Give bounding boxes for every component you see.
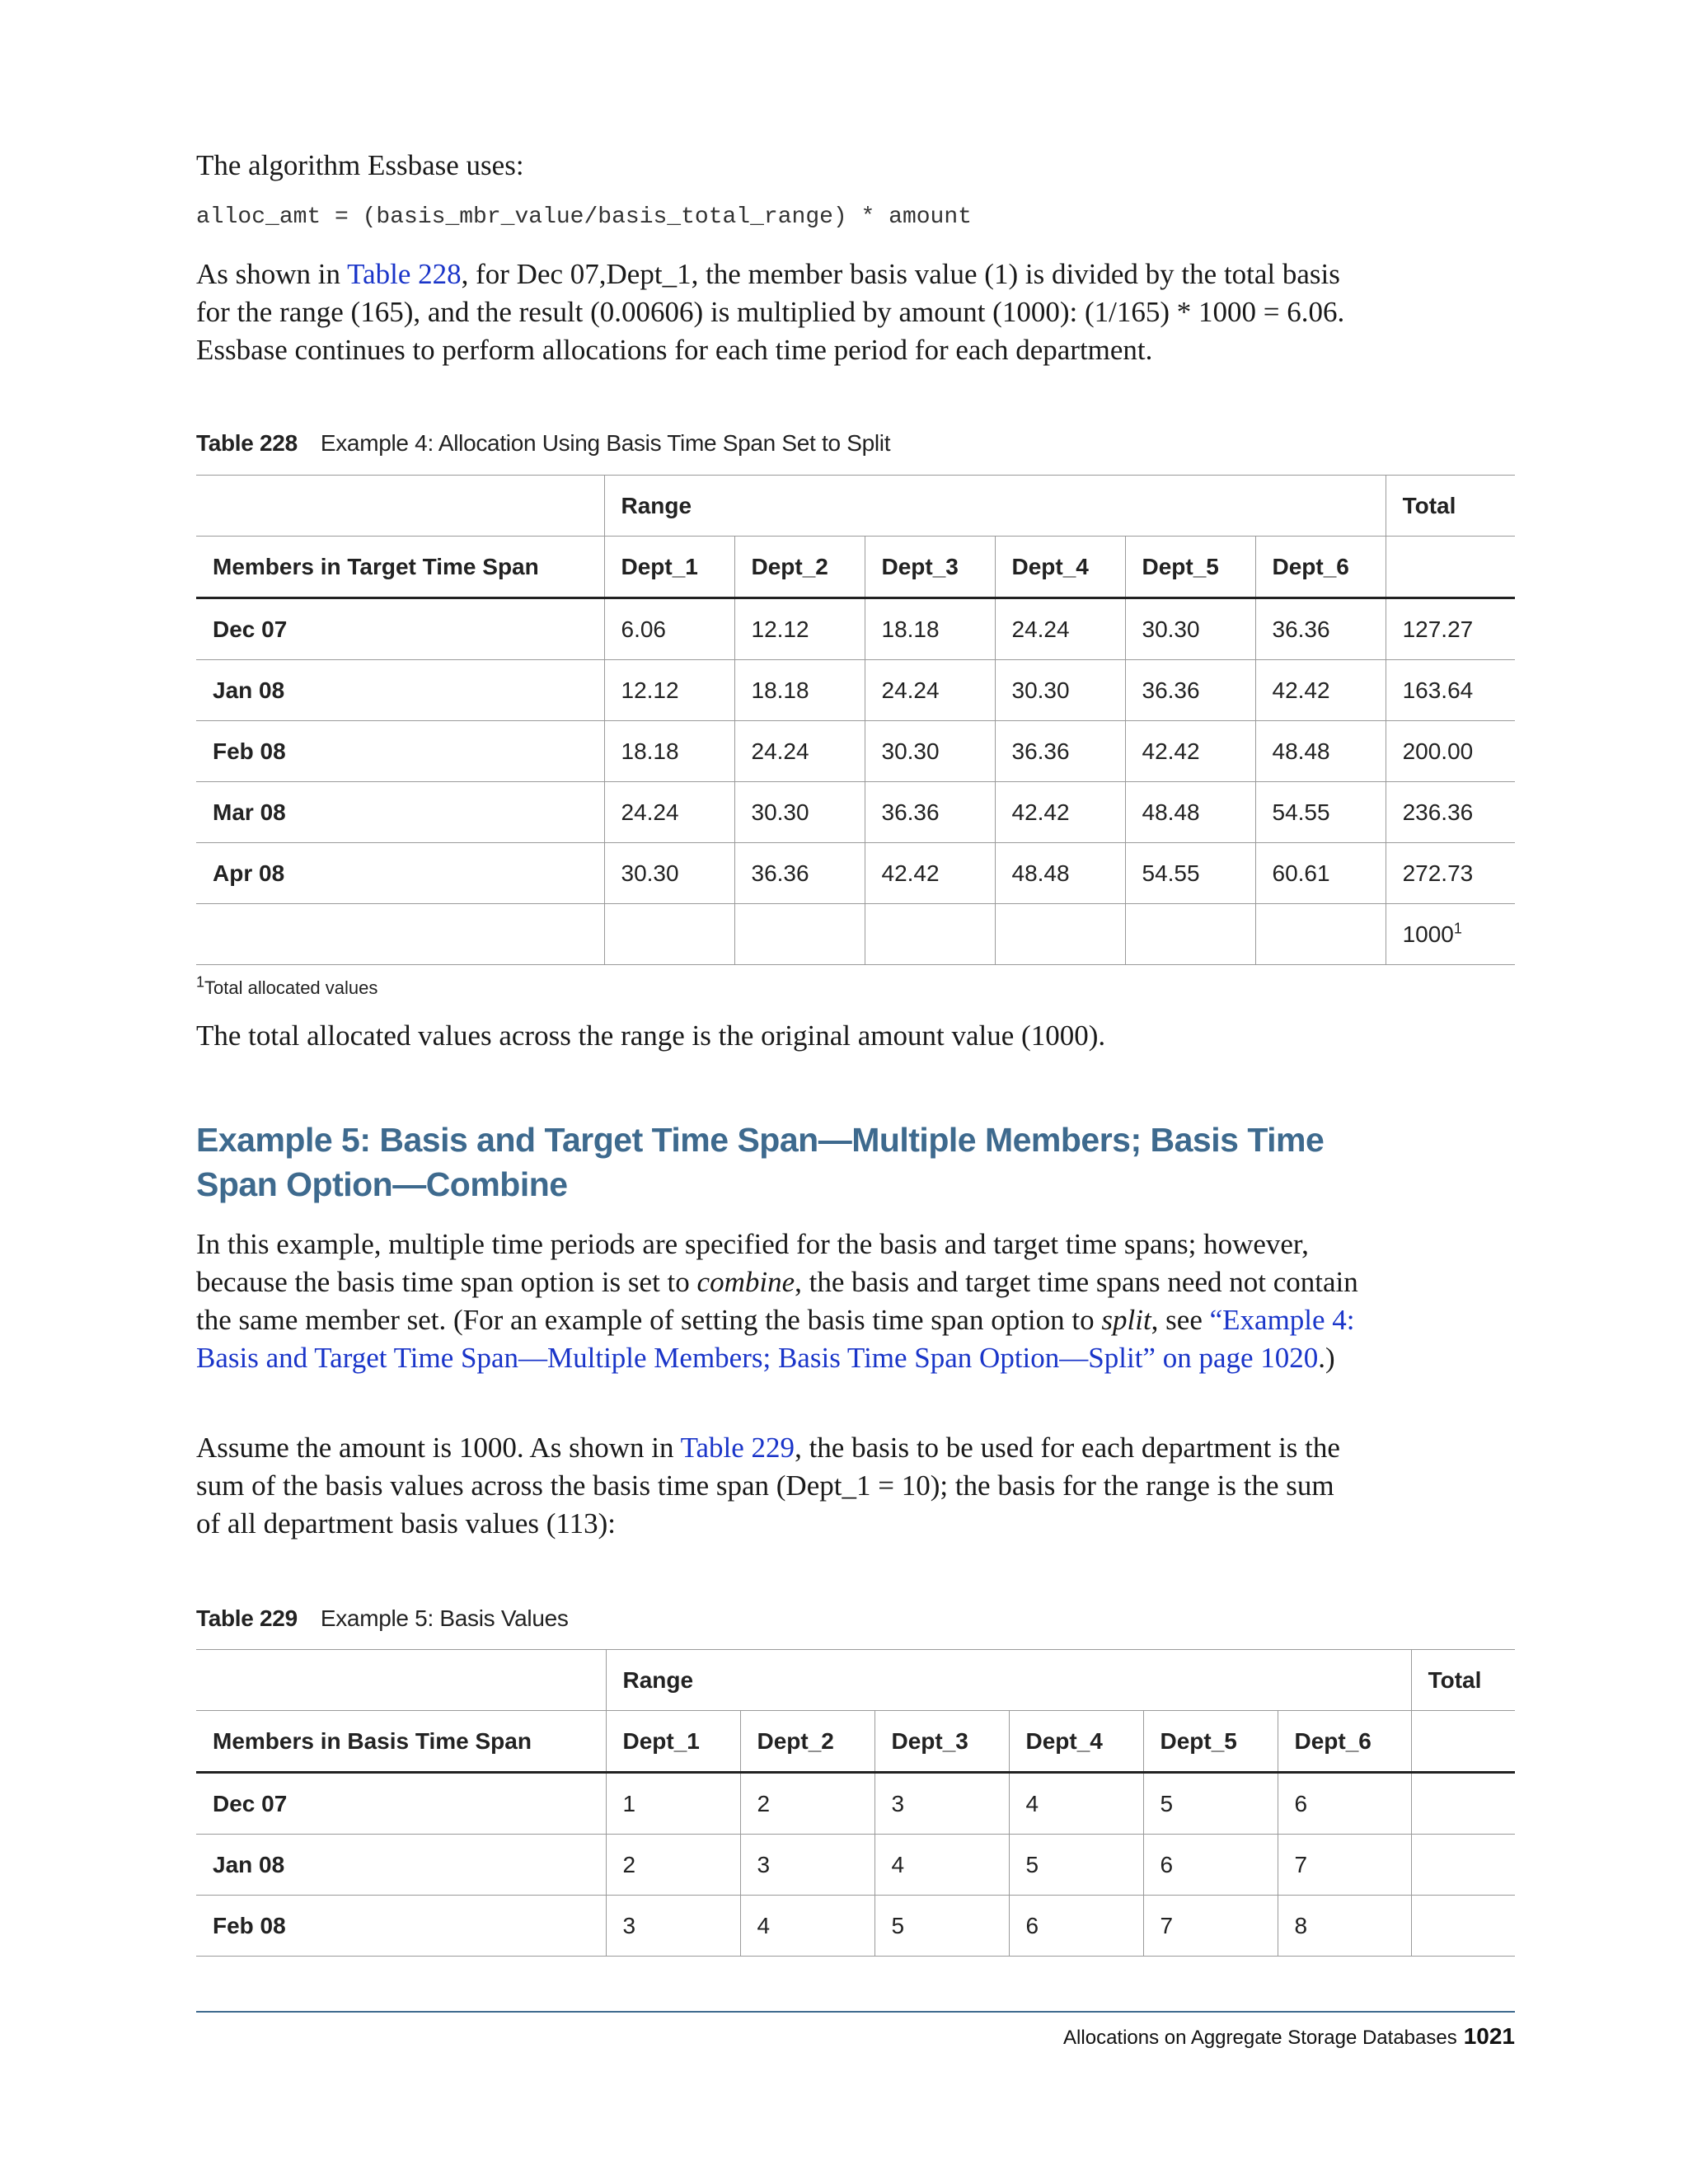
table-228-caption: [196, 430, 890, 457]
table-cell: 36.36: [1255, 598, 1386, 660]
section-heading: Example 5: Basis and Target Time Span—Multiple Members; Basis Time Span Option—Combine: [196, 1121, 1325, 1203]
table-228-title: Example 4: Allocation Using Basis Time Span Set to Split: [320, 430, 891, 456]
table-229-total-blank: [1411, 1711, 1515, 1773]
table-cell: [1125, 904, 1255, 965]
table-row: [196, 660, 1515, 721]
table-row: [196, 782, 1515, 843]
table-228-link[interactable]: Table 228: [347, 258, 462, 290]
row-label: Jan 08: [196, 660, 604, 721]
column-header: Dept_2: [734, 537, 865, 598]
column-header: Dept_5: [1143, 1711, 1278, 1773]
table-cell: [196, 904, 604, 965]
table-229-caption: [196, 1605, 569, 1632]
table-cell: 7: [1278, 1835, 1411, 1896]
row-total: 236.36: [1386, 782, 1515, 843]
algorithm-code: alloc_amt = (basis_mbr_value/basis_total_range) * amount: [196, 204, 972, 230]
table-229-range-header: Range: [606, 1650, 1411, 1711]
table-229-number: Table 229: [196, 1605, 298, 1631]
footnote-marker: 1: [196, 973, 205, 991]
table-229-header-row-2: [196, 1711, 1515, 1773]
table-cell: 6: [1143, 1835, 1278, 1896]
table-cell: 3: [740, 1835, 874, 1896]
footer-section-title: Allocations on Aggregate Storage Databases: [1063, 2027, 1457, 2049]
row-label: Mar 08: [196, 782, 604, 843]
table-row: [196, 1896, 1515, 1957]
table-228-footnote: [196, 973, 378, 999]
table-cell: 30.30: [865, 721, 995, 782]
column-header: Dept_6: [1278, 1711, 1411, 1773]
table-cell: 24.24: [865, 660, 995, 721]
row-total: 127.27: [1386, 598, 1515, 660]
p1-text-b: , the basis and target time spans need not contain the same member set. (For an example of setting the basis time span option to: [196, 1266, 1358, 1336]
table-cell: [734, 904, 865, 965]
table-cell: 18.18: [865, 598, 995, 660]
table-228-header-row-2: [196, 537, 1515, 598]
row-label: Jan 08: [196, 1835, 606, 1896]
table-cell: 42.42: [995, 782, 1125, 843]
table-cell: 54.55: [1255, 782, 1386, 843]
table-cell: 1: [606, 1773, 740, 1835]
table-cell: 36.36: [865, 782, 995, 843]
table-cell: [995, 904, 1125, 965]
intro-text-post: , for Dec 07,Dept_1, the member basis value (1) is divided by the total basis for the range (165), and the result (0.00606) is multiplied by amount (1000): (1/165) * 1000 = 6.06. Essbase continues to perform allocations for each time period for each department.: [196, 258, 1345, 366]
table-cell: 30.30: [1125, 598, 1255, 660]
table-228-total-blank: [1386, 537, 1515, 598]
footnote-marker: 1: [1453, 920, 1462, 937]
table-cell: 6.06: [604, 598, 734, 660]
table-cell: 8: [1278, 1896, 1411, 1957]
column-header: Dept_4: [995, 537, 1125, 598]
table-cell: 30.30: [995, 660, 1125, 721]
table-cell: 24.24: [604, 782, 734, 843]
table-cell: 48.48: [1255, 721, 1386, 782]
table-228-blank-corner: [196, 476, 604, 537]
p1-emphasis-combine: combine: [696, 1266, 795, 1298]
p1-text-c: , see: [1151, 1304, 1210, 1336]
table-cell: 60.61: [1255, 843, 1386, 904]
table-cell: 48.48: [995, 843, 1125, 904]
table-cell: 12.12: [734, 598, 865, 660]
table-229-header-row-1: [196, 1650, 1515, 1711]
table-229-total-header: Total: [1411, 1650, 1515, 1711]
intro-paragraph: [196, 255, 1350, 369]
table-228-grand-total-row: [196, 904, 1515, 965]
table-cell: 48.48: [1125, 782, 1255, 843]
table-cell: [1255, 904, 1386, 965]
section-paragraph-2: [196, 1429, 1350, 1543]
table-228: [196, 475, 1515, 965]
table-cell: 3: [606, 1896, 740, 1957]
column-header: Dept_1: [604, 537, 734, 598]
page-footer: [1063, 2023, 1515, 2050]
table-cell: 4: [874, 1835, 1009, 1896]
table-229: [196, 1649, 1515, 1957]
table-row: [196, 843, 1515, 904]
table-cell: 36.36: [995, 721, 1125, 782]
row-label: Dec 07: [196, 1773, 606, 1835]
table-229-link[interactable]: Table 229: [680, 1432, 795, 1464]
table-cell: 5: [1143, 1773, 1278, 1835]
table-cell: 18.18: [604, 721, 734, 782]
table-228-number: Table 228: [196, 430, 298, 456]
footer-rule: [196, 2011, 1515, 2013]
table-cell: 3: [874, 1773, 1009, 1835]
table-row: [196, 1773, 1515, 1835]
column-header: Dept_3: [865, 537, 995, 598]
table-cell: 2: [606, 1835, 740, 1896]
table-cell: 54.55: [1125, 843, 1255, 904]
row-total: [1411, 1835, 1515, 1896]
table-228-range-header: Range: [604, 476, 1386, 537]
example-4-link[interactable]: “Example 4: Basis and Target Time Span—Multiple Members; Basis Time Span Option—Split” on page 1020: [196, 1304, 1355, 1374]
column-header: Dept_4: [1009, 1711, 1143, 1773]
table-cell: 24.24: [995, 598, 1125, 660]
table-229-row-header: Members in Basis Time Span: [196, 1711, 606, 1773]
row-label: Feb 08: [196, 721, 604, 782]
table-cell: 30.30: [604, 843, 734, 904]
table-229-blank-corner: [196, 1650, 606, 1711]
table-cell: 18.18: [734, 660, 865, 721]
table-cell: 6: [1009, 1896, 1143, 1957]
column-header: Dept_6: [1255, 537, 1386, 598]
table-cell: 30.30: [734, 782, 865, 843]
column-header: Dept_2: [740, 1711, 874, 1773]
table-cell: 5: [1009, 1835, 1143, 1896]
row-total: 163.64: [1386, 660, 1515, 721]
row-total: 200.00: [1386, 721, 1515, 782]
table-row: [196, 721, 1515, 782]
table-cell: [865, 904, 995, 965]
section-paragraph-1: [196, 1226, 1367, 1377]
row-total: [1411, 1773, 1515, 1835]
table-cell: 42.42: [1255, 660, 1386, 721]
table-cell: [604, 904, 734, 965]
row-total: 272.73: [1386, 843, 1515, 904]
table-cell: 36.36: [734, 843, 865, 904]
table-228-row-header: Members in Target Time Span: [196, 537, 604, 598]
table-228-header-row-1: [196, 476, 1515, 537]
footnote-text: Total allocated values: [204, 977, 378, 998]
row-label: Dec 07: [196, 598, 604, 660]
table-229-title: Example 5: Basis Values: [320, 1605, 569, 1631]
p1-text-d: .): [1318, 1342, 1335, 1374]
table-228-total-header: Total: [1386, 476, 1515, 537]
table-cell: 42.42: [865, 843, 995, 904]
p2-text-a: Assume the amount is 1000. As shown in: [196, 1432, 681, 1464]
after-table-paragraph: The total allocated values across the range is the original amount value (1000).: [196, 1019, 1106, 1052]
table-cell: 24.24: [734, 721, 865, 782]
table-cell: 5: [874, 1896, 1009, 1957]
row-label: Apr 08: [196, 843, 604, 904]
grand-total-value: 1000: [1402, 921, 1454, 947]
table-cell: 36.36: [1125, 660, 1255, 721]
table-cell: 4: [740, 1896, 874, 1957]
grand-total: [1386, 904, 1515, 965]
column-header: Dept_5: [1125, 537, 1255, 598]
intro-text-pre: As shown in: [196, 258, 348, 290]
row-label: Feb 08: [196, 1896, 606, 1957]
p2-text-b: , the basis to be used for each department is the sum of the basis values across the basis time span (Dept_1 = 10); the basis for the range is the sum of all department basis values (113):: [196, 1432, 1340, 1540]
table-cell: 4: [1009, 1773, 1143, 1835]
page-number: 1021: [1463, 2023, 1515, 2049]
table-row: [196, 1835, 1515, 1896]
table-row: [196, 598, 1515, 660]
table-cell: 42.42: [1125, 721, 1255, 782]
row-total: [1411, 1896, 1515, 1957]
p1-emphasis-split: split: [1101, 1304, 1151, 1336]
table-cell: 12.12: [604, 660, 734, 721]
table-cell: 6: [1278, 1773, 1411, 1835]
column-header: Dept_3: [874, 1711, 1009, 1773]
column-header: Dept_1: [606, 1711, 740, 1773]
table-cell: 7: [1143, 1896, 1278, 1957]
table-cell: 2: [740, 1773, 874, 1835]
p1-text-a: In this example, multiple time periods are specified for the basis and target time spans; however, because the basis time span option is set to: [196, 1228, 1309, 1298]
intro-line: The algorithm Essbase uses:: [196, 149, 524, 181]
